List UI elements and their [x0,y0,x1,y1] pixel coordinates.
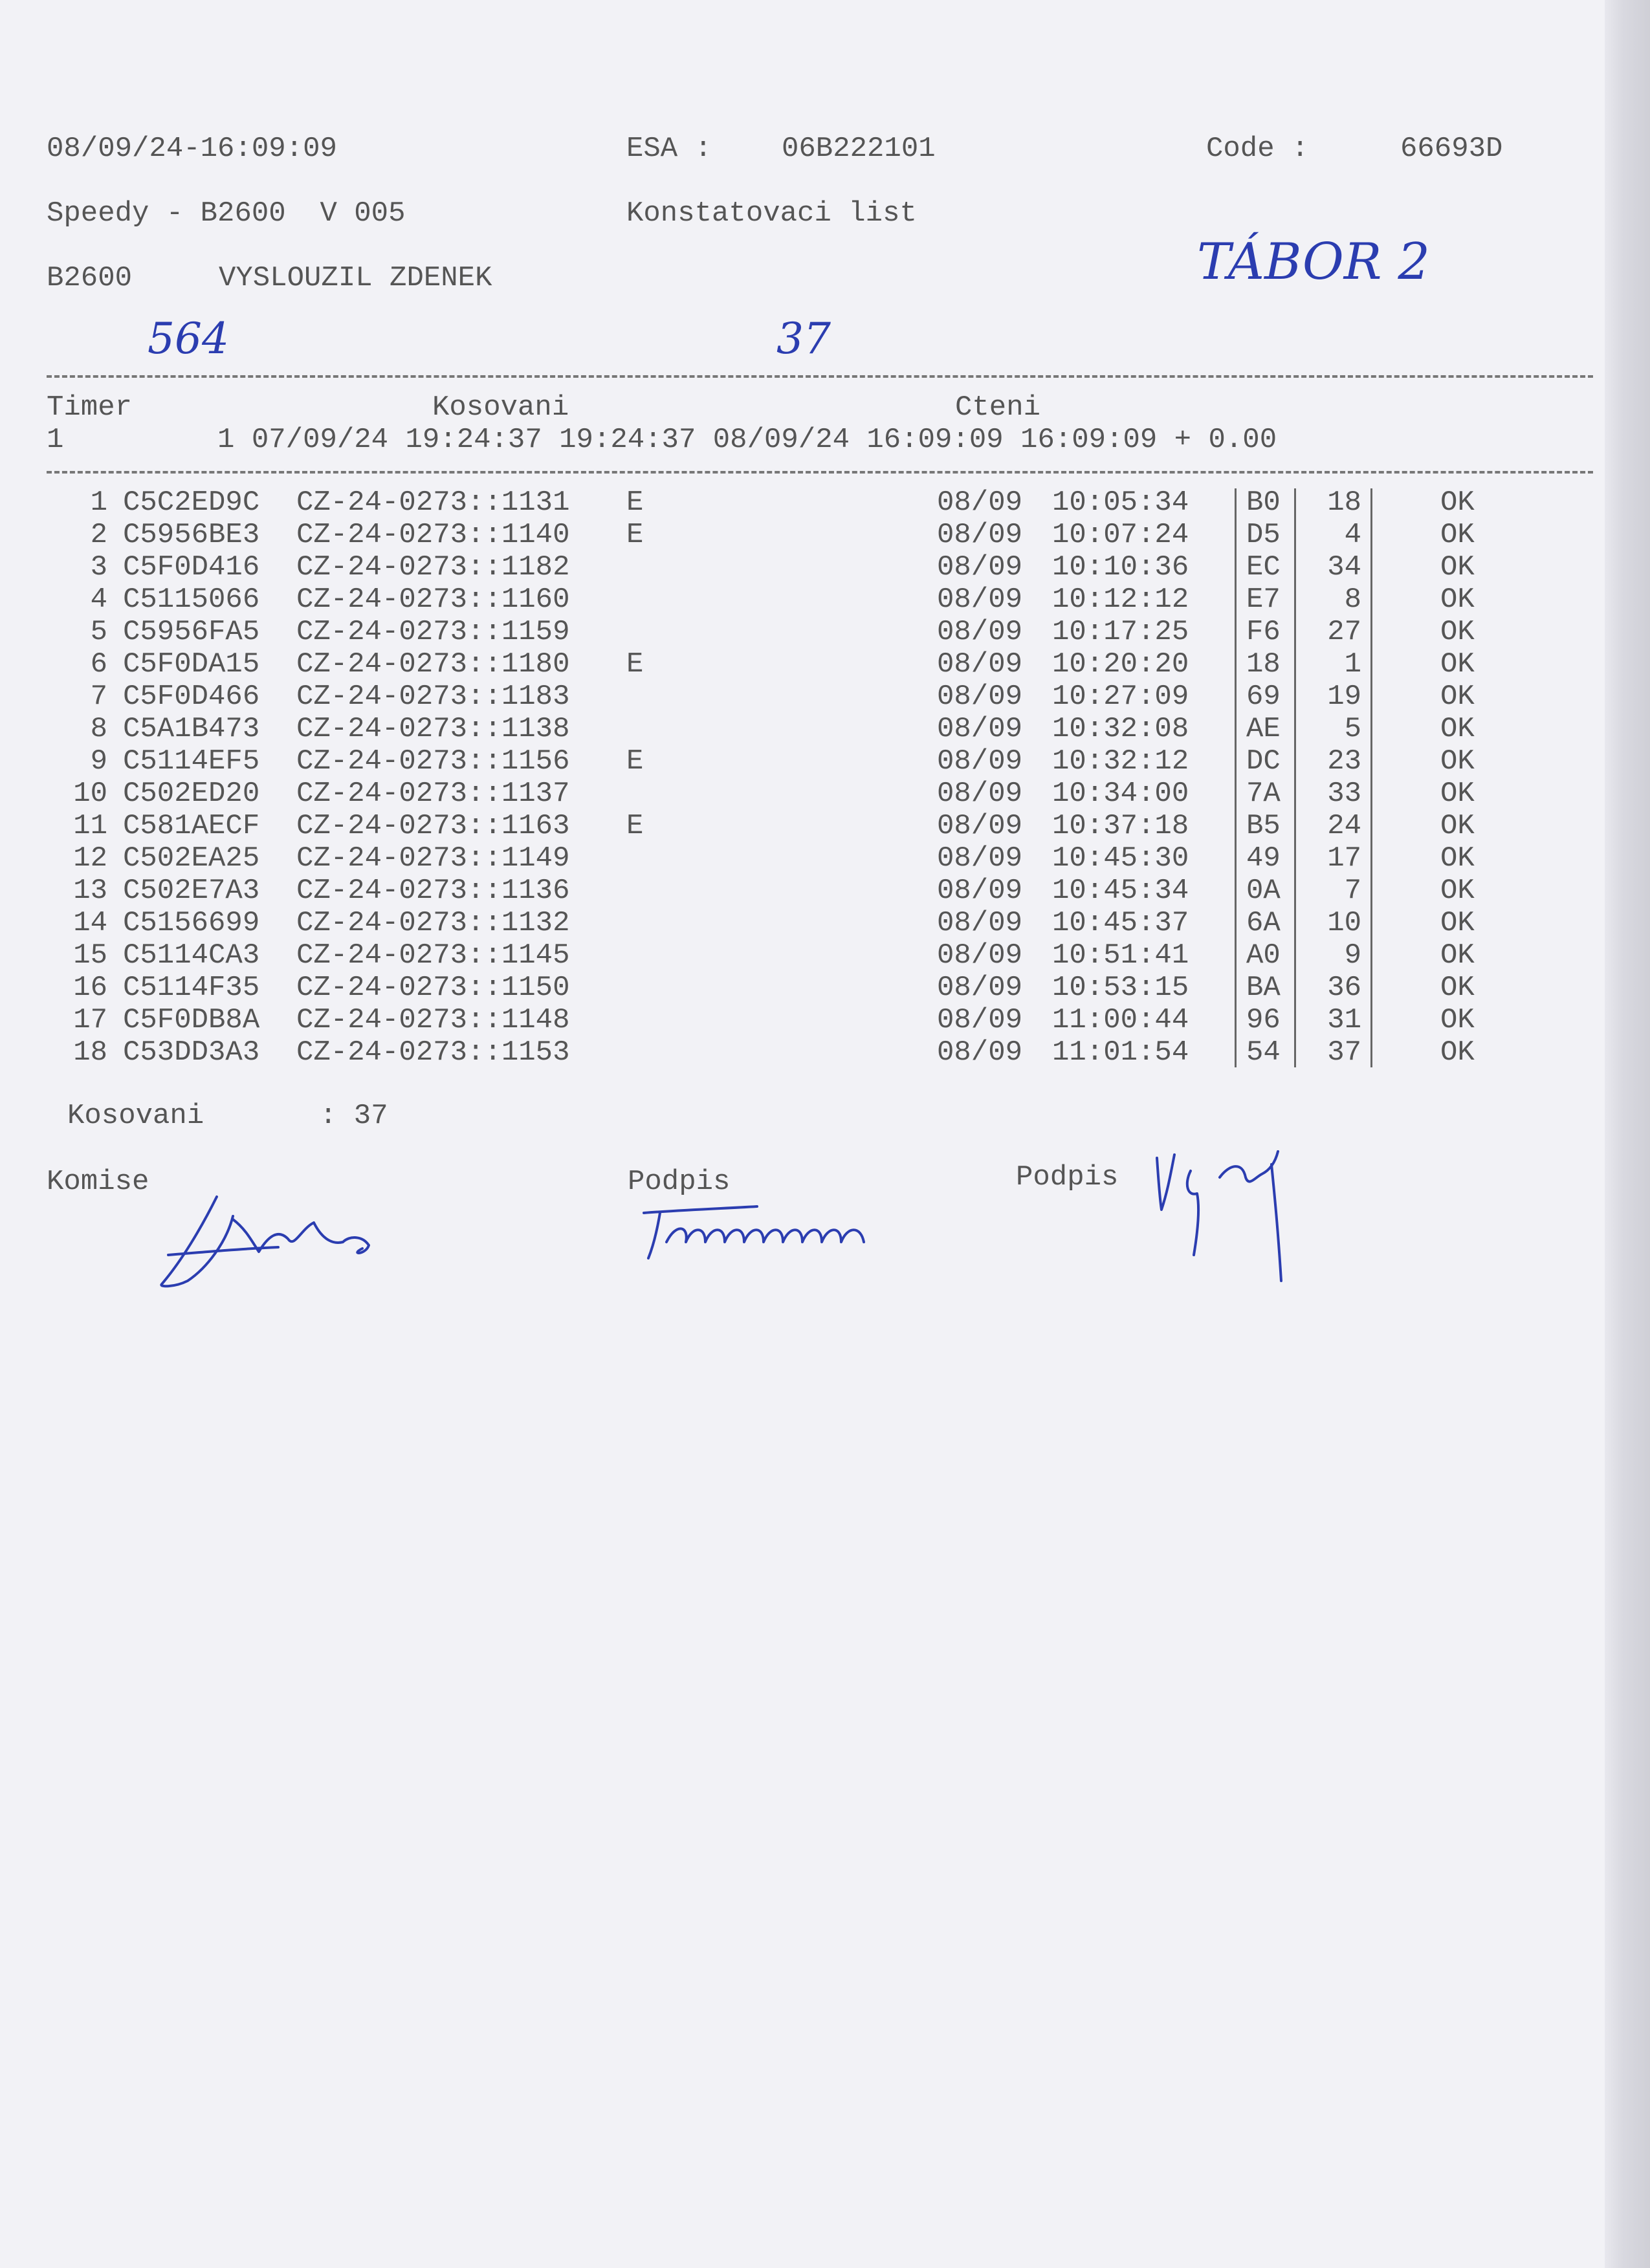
arrival-date: 08/09 [937,648,1023,681]
table-row [0,713,1598,745]
position: 18 [1327,486,1361,519]
device-code: A0 [1246,939,1281,972]
device-code: DC [1246,745,1281,778]
col-header-timer: Timer [47,391,133,424]
print-datetime: 08/09/24-16:09:09 [47,133,337,165]
ring-number: CZ-24-0273::1160 [296,583,570,616]
position: 10 [1327,907,1361,939]
table-row [0,648,1598,681]
ring-number: CZ-24-0273::1156 [296,745,570,778]
status: OK [1440,875,1475,907]
device-code: EC [1246,551,1281,583]
chip-id: C5114CA3 [123,939,260,972]
device-code: D5 [1246,519,1281,551]
col-header-cteni: Cteni [955,391,1041,424]
member-name: VYSLOUZIL ZDENEK [219,262,492,294]
row-number: 14 [73,907,107,939]
device-code: 6A [1246,907,1281,939]
status: OK [1440,713,1475,745]
arrival-date: 08/09 [937,939,1023,972]
chip-id: C5156699 [123,907,260,939]
arrival-time: 10:53:15 [1052,972,1189,1004]
ring-number: CZ-24-0273::1163 [296,810,570,842]
position: 4 [1344,519,1361,551]
chip-id: C5F0DA15 [123,648,260,681]
chip-id: C5F0D466 [123,681,260,713]
handwritten-note-left: 564 [148,314,229,364]
table-row [0,1004,1598,1036]
device-info: Speedy - B2600 V 005 [47,197,406,230]
arrival-time: 10:45:34 [1052,875,1189,907]
chip-id: C5115066 [123,583,260,616]
status: OK [1440,616,1475,648]
arrival-date: 08/09 [937,745,1023,778]
arrival-time: 10:32:12 [1052,745,1189,778]
table-row [0,616,1598,648]
status: OK [1440,1036,1475,1069]
flag: E [626,519,644,551]
position: 31 [1327,1004,1361,1036]
status: OK [1440,907,1475,939]
status: OK [1440,648,1475,681]
column-separator [1370,488,1372,1067]
row-number: 11 [73,810,107,842]
device-code: 49 [1246,842,1281,875]
status: OK [1440,745,1475,778]
status: OK [1440,681,1475,713]
position: 5 [1344,713,1361,745]
status: OK [1440,551,1475,583]
row-number: 12 [73,842,107,875]
arrival-date: 08/09 [937,713,1023,745]
ring-number: CZ-24-0273::1145 [296,939,570,972]
arrival-date: 08/09 [937,616,1023,648]
row-number: 10 [73,778,107,810]
device-code: 54 [1246,1036,1281,1069]
arrival-date: 08/09 [937,681,1023,713]
flag: E [626,745,644,778]
chip-id: C5114F35 [123,972,260,1004]
status: OK [1440,519,1475,551]
arrival-date: 08/09 [937,551,1023,583]
arrival-date: 08/09 [937,583,1023,616]
device-code: 96 [1246,1004,1281,1036]
arrival-time: 10:27:09 [1052,681,1189,713]
table-row [0,486,1598,519]
chip-id: C5A1B473 [123,713,260,745]
komise-label: Komise [47,1166,149,1198]
row-number: 18 [73,1036,107,1069]
row-number: 4 [90,583,107,616]
chip-id: C5956FA5 [123,616,260,648]
row-number: 9 [90,745,107,778]
arrival-time: 10:32:08 [1052,713,1189,745]
ring-number: CZ-24-0273::1140 [296,519,570,551]
position: 34 [1327,551,1361,583]
position: 33 [1327,778,1361,810]
status: OK [1440,810,1475,842]
arrival-date: 08/09 [937,1004,1023,1036]
ring-number: CZ-24-0273::1137 [296,778,570,810]
chip-id: C5F0D416 [123,551,260,583]
chip-id: C502EA25 [123,842,260,875]
table-row [0,1036,1598,1069]
esa-value: 06B222101 [782,133,936,165]
arrival-time: 10:34:00 [1052,778,1189,810]
device-code: 7A [1246,778,1281,810]
arrival-date: 08/09 [937,810,1023,842]
ring-number: CZ-24-0273::1182 [296,551,570,583]
handwritten-note-right: 37 [776,314,831,364]
chip-id: C53DD3A3 [123,1036,260,1069]
device-code: 69 [1246,681,1281,713]
row-number: 3 [90,551,107,583]
table-row [0,810,1598,842]
document-title: Konstatovaci list [626,197,917,230]
position: 17 [1327,842,1361,875]
col-header-kosovani: Kosovani [432,391,569,424]
table-row [0,875,1598,907]
device-code: B0 [1246,486,1281,519]
arrival-date: 08/09 [937,778,1023,810]
row-number: 2 [90,519,107,551]
chip-id: C5F0DB8A [123,1004,260,1036]
code-value: 66693D [1400,133,1503,165]
arrival-time: 10:45:30 [1052,842,1189,875]
status: OK [1440,1004,1475,1036]
status: OK [1440,778,1475,810]
arrival-time: 11:01:54 [1052,1036,1189,1069]
flag: E [626,648,644,681]
row-number: 6 [90,648,107,681]
arrival-date: 08/09 [937,519,1023,551]
row-number: 13 [73,875,107,907]
device-code: F6 [1246,616,1281,648]
arrival-time: 10:07:24 [1052,519,1189,551]
arrival-time: 10:05:34 [1052,486,1189,519]
arrival-time: 10:17:25 [1052,616,1189,648]
arrival-date: 08/09 [937,972,1023,1004]
arrival-date: 08/09 [937,1036,1023,1069]
table-row [0,745,1598,778]
arrival-date: 08/09 [937,875,1023,907]
ring-number: CZ-24-0273::1148 [296,1004,570,1036]
table-row [0,519,1598,551]
table-row [0,939,1598,972]
code-label: Code : [1206,133,1309,165]
arrival-time: 10:37:18 [1052,810,1189,842]
row-number: 17 [73,1004,107,1036]
column-separator [1294,488,1296,1067]
arrival-date: 08/09 [937,486,1023,519]
position: 8 [1344,583,1361,616]
position: 37 [1327,1036,1361,1069]
podpis-label-1: Podpis [628,1166,731,1198]
arrival-date: 08/09 [937,907,1023,939]
status: OK [1440,842,1475,875]
ring-number: CZ-24-0273::1150 [296,972,570,1004]
status: OK [1440,939,1475,972]
signature-podpis-2 [1152,1139,1320,1287]
arrival-time: 10:12:12 [1052,583,1189,616]
ring-number: CZ-24-0273::1136 [296,875,570,907]
arrival-time: 10:10:36 [1052,551,1189,583]
divider-top [47,375,1593,378]
position: 9 [1344,939,1361,972]
row-number: 7 [90,681,107,713]
signature-podpis-1 [641,1197,886,1268]
chip-id: C5956BE3 [123,519,260,551]
table-row [0,681,1598,713]
divider-bottom [47,471,1593,474]
ring-number: CZ-24-0273::1131 [296,486,570,519]
table-row [0,551,1598,583]
device-code: E7 [1246,583,1281,616]
status: OK [1440,583,1475,616]
table-row [0,972,1598,1004]
row-number: 8 [90,713,107,745]
arrival-date: 08/09 [937,842,1023,875]
row-number: 16 [73,972,107,1004]
arrival-time: 10:45:37 [1052,907,1189,939]
position: 7 [1344,875,1361,907]
arrival-time: 10:51:41 [1052,939,1189,972]
position: 1 [1344,648,1361,681]
ring-number: CZ-24-0273::1149 [296,842,570,875]
device-code: BA [1246,972,1281,1004]
esa-label: ESA : [626,133,712,165]
ring-number: CZ-24-0273::1153 [296,1036,570,1069]
table-row [0,583,1598,616]
summary-value: : 37 [320,1100,388,1132]
chip-id: C502ED20 [123,778,260,810]
position: 23 [1327,745,1361,778]
column-separator [1235,488,1237,1067]
chip-id: C502E7A3 [123,875,260,907]
flag: E [626,810,644,842]
timer-line: 1 1 07/09/24 19:24:37 19:24:37 08/09/24 16:09:09 16:09:09 + 0.00 [47,424,1277,456]
status: OK [1440,486,1475,519]
device-code: 18 [1246,648,1281,681]
device-code: B5 [1246,810,1281,842]
row-number: 15 [73,939,107,972]
table-row [0,842,1598,875]
flag: E [626,486,644,519]
status: OK [1440,972,1475,1004]
handwritten-place: TÁBOR 2 [1197,233,1430,291]
position: 24 [1327,810,1361,842]
ring-number: CZ-24-0273::1159 [296,616,570,648]
row-number: 1 [90,486,107,519]
position: 27 [1327,616,1361,648]
device-code: AE [1246,713,1281,745]
table-row [0,907,1598,939]
summary-label: Kosovani [67,1100,204,1132]
position: 36 [1327,972,1361,1004]
table-row [0,778,1598,810]
member-id: B2600 [47,262,133,294]
position: 19 [1327,681,1361,713]
ring-number: CZ-24-0273::1132 [296,907,570,939]
chip-id: C581AECF [123,810,260,842]
ring-number: CZ-24-0273::1138 [296,713,570,745]
signature-komise [155,1190,395,1294]
chip-id: C5C2ED9C [123,486,260,519]
arrival-time: 11:00:44 [1052,1004,1189,1036]
arrival-time: 10:20:20 [1052,648,1189,681]
chip-id: C5114EF5 [123,745,260,778]
ring-number: CZ-24-0273::1183 [296,681,570,713]
page-edge-shadow [1605,0,1650,2268]
row-number: 5 [90,616,107,648]
podpis-label-2: Podpis [1016,1161,1119,1194]
ring-number: CZ-24-0273::1180 [296,648,570,681]
device-code: 0A [1246,875,1281,907]
